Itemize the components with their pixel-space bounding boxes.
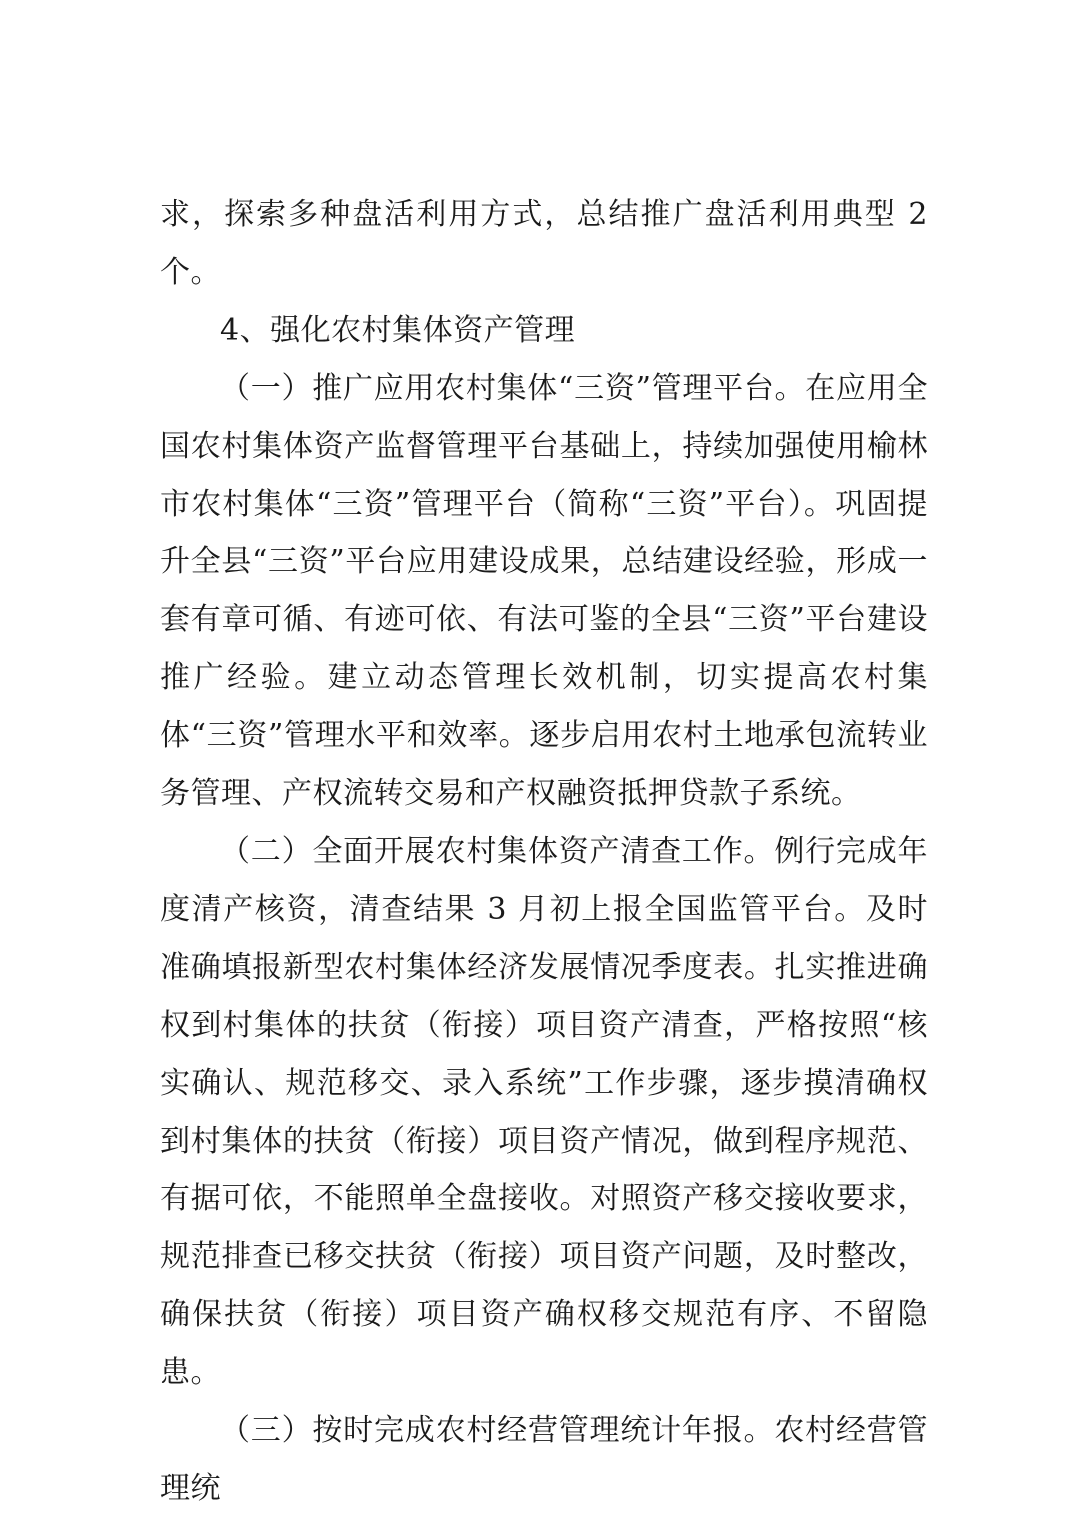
body-text: [160, 186, 928, 1518]
paragraph-2: （二）全面开展农村集体资产清查工作。例行完成年度清产核资，清查结果 3 月初上报全国监管平台。及时准确填报新型农村集体经济发展情况季度表。扎实推进确权到村集体的扶贫（衔接）项目资产清查，严格按照“核实确认、规范移交、录入系统”工作步骤，逐步摸清确权到村集体的扶贫（衔接）项目资产情况，做到程序规范、有据可依，不能照单全盘接收。对照资产移交接收要求，规范排查已移交扶贫（衔接）项目资产问题，及时整改，确保扶贫（衔接）项目资产确权移交规范有序、不留隐患。: [160, 833, 928, 1391]
section-heading: 4、强化农村集体资产管理: [220, 312, 576, 348]
paragraph-3: （三）按时完成农村经营管理统计年报。农村经营管理统: [160, 1413, 928, 1506]
paragraph-1: （一）推广应用农村集体“三资”管理平台。在应用全国农村集体资产监督管理平台基础上，持续加强使用榆林市农村集体“三资”管理平台（简称“三资”平台）。巩固提升全县“三资”平台应用建设成果，总结建设经验，形成一套有章可循、有迹可依、有法可鉴的全县“三资”平台建设推广经验。建立动态管理长效机制，切实提高农村集体“三资”管理水平和效率。逐步启用农村土地承包流转业务管理、产权流转交易和产权融资抵押贷款子系统。: [160, 370, 928, 812]
paragraph-continuation: 求，探索多种盘活利用方式，总结推广盘活利用典型 2 个。: [160, 197, 928, 290]
